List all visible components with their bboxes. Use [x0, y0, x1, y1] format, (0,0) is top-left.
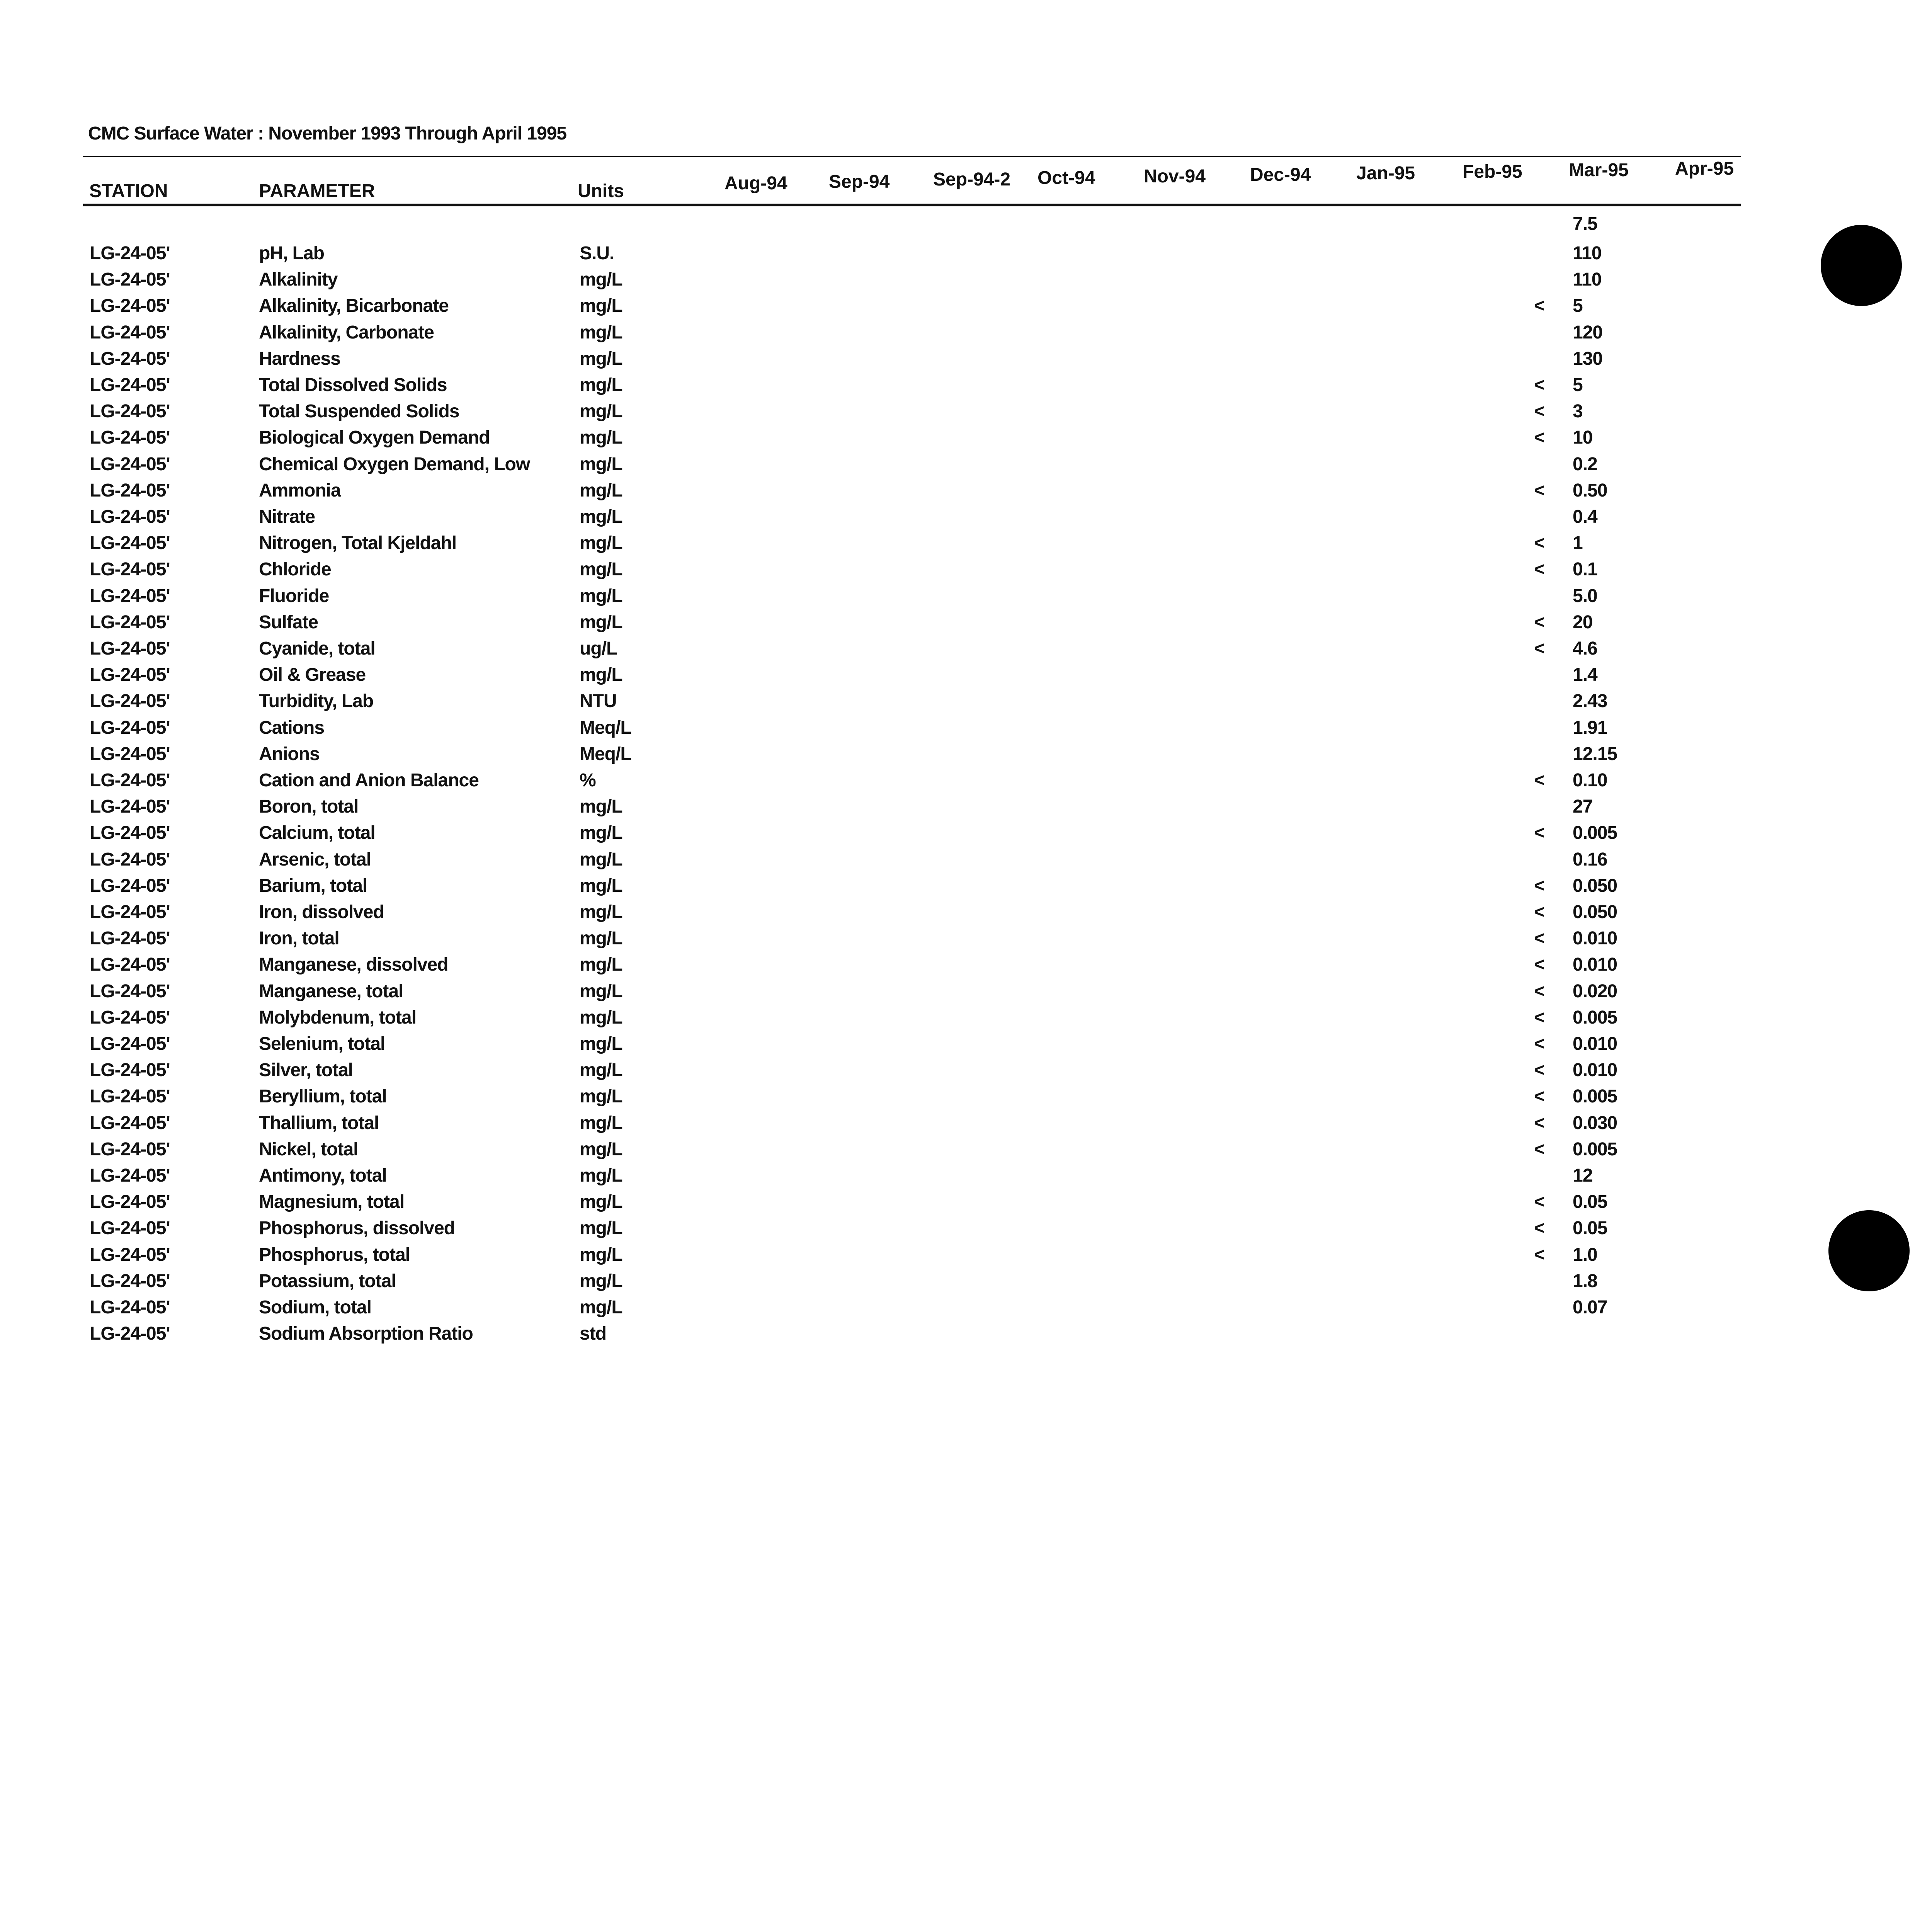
- cell-units: mg/L: [580, 1139, 622, 1160]
- cell-value: 0.50: [1573, 480, 1607, 501]
- cell-station: LG-24-05': [90, 717, 170, 738]
- table-row: [0, 506, 1662, 532]
- cell-station: LG-24-05': [90, 1218, 170, 1239]
- cell-parameter: Alkalinity: [259, 269, 338, 290]
- cell-units: NTU: [580, 691, 617, 712]
- cell-value: 0.005: [1573, 1086, 1617, 1107]
- cell-station: LG-24-05': [90, 1086, 170, 1107]
- cell-station: LG-24-05': [90, 296, 170, 316]
- table-row: [0, 612, 1662, 638]
- binder-hole: [1828, 1210, 1910, 1291]
- cell-value: 5: [1573, 296, 1583, 316]
- cell-qualifier: <: [1534, 296, 1545, 316]
- cell-value: 4.6: [1573, 638, 1597, 659]
- cell-qualifier: <: [1534, 1060, 1545, 1081]
- cell-parameter: Arsenic, total: [259, 849, 371, 870]
- cell-value: 5.0: [1573, 585, 1597, 606]
- cell-units: mg/L: [580, 1165, 622, 1186]
- cell-value: 7.5: [1573, 214, 1597, 234]
- cell-parameter: Molybdenum, total: [259, 1007, 416, 1028]
- cell-station: LG-24-05': [90, 243, 170, 264]
- cell-station: LG-24-05': [90, 401, 170, 422]
- cell-value: 0.1: [1573, 559, 1597, 580]
- cell-station: LG-24-05': [90, 902, 170, 922]
- cell-station: LG-24-05': [90, 796, 170, 817]
- cell-parameter: Calcium, total: [259, 823, 375, 844]
- cell-station: LG-24-05': [90, 743, 170, 764]
- cell-units: mg/L: [580, 1034, 622, 1054]
- cell-units: mg/L: [580, 296, 622, 316]
- cell-units: mg/L: [580, 1112, 622, 1133]
- cell-value: 0.010: [1573, 928, 1617, 949]
- cell-units: mg/L: [580, 981, 622, 1002]
- cell-station: LG-24-05': [90, 559, 170, 580]
- cell-value: 0.10: [1573, 770, 1607, 791]
- table-row: [0, 638, 1662, 664]
- table-row: [0, 1165, 1662, 1191]
- cell-parameter: Alkalinity, Carbonate: [259, 322, 434, 343]
- cell-units: mg/L: [580, 348, 622, 369]
- cell-units: mg/L: [580, 401, 622, 422]
- cell-qualifier: <: [1534, 902, 1545, 922]
- table-row: [0, 322, 1662, 348]
- table-row: [0, 1139, 1662, 1165]
- cell-units: mg/L: [580, 585, 622, 606]
- cell-units: mg/L: [580, 1086, 622, 1107]
- header-month: Oct-94: [1037, 168, 1095, 188]
- cell-value: 3: [1573, 401, 1583, 422]
- cell-units: mg/L: [580, 1007, 622, 1028]
- table-row: [0, 981, 1662, 1007]
- cell-station: LG-24-05': [90, 1007, 170, 1028]
- document-title: CMC Surface Water : November 1993 Through April 1995: [88, 123, 567, 144]
- table-row: [0, 928, 1662, 954]
- cell-value: 110: [1573, 243, 1602, 264]
- cell-value: 0.010: [1573, 954, 1617, 975]
- cell-station: LG-24-05': [90, 875, 170, 896]
- binder-hole: [1821, 225, 1902, 306]
- table-row: [0, 559, 1662, 585]
- cell-parameter: Silver, total: [259, 1060, 353, 1081]
- cell-qualifier: <: [1534, 1139, 1545, 1160]
- cell-parameter: Sodium, total: [259, 1297, 371, 1318]
- cell-units: mg/L: [580, 849, 622, 870]
- cell-qualifier: <: [1534, 1218, 1545, 1239]
- table-row: [0, 348, 1662, 374]
- cell-parameter: Turbidity, Lab: [259, 691, 374, 712]
- cell-qualifier: <: [1534, 1034, 1545, 1054]
- cell-parameter: Fluoride: [259, 585, 329, 606]
- table-row: [0, 1060, 1662, 1086]
- table-row: [0, 690, 1662, 717]
- cell-station: LG-24-05': [90, 638, 170, 659]
- cell-parameter: Chloride: [259, 559, 331, 580]
- cell-station: LG-24-05': [90, 823, 170, 844]
- cell-qualifier: <: [1534, 1007, 1545, 1028]
- cell-units: mg/L: [580, 1297, 622, 1318]
- cell-station: LG-24-05': [90, 665, 170, 685]
- cell-station: LG-24-05': [90, 1297, 170, 1318]
- cell-qualifier: <: [1534, 559, 1545, 580]
- cell-station: LG-24-05': [90, 454, 170, 474]
- table-row: [0, 1244, 1662, 1270]
- cell-station: LG-24-05': [90, 533, 170, 554]
- cell-station: LG-24-05': [90, 770, 170, 791]
- cell-units: mg/L: [580, 1192, 622, 1213]
- cell-parameter: Cyanide, total: [259, 638, 375, 659]
- cell-station: LG-24-05': [90, 849, 170, 870]
- cell-units: mg/L: [580, 480, 622, 501]
- cell-units: Meq/L: [580, 717, 631, 738]
- cell-units: Meq/L: [580, 743, 631, 764]
- cell-value: 110: [1573, 269, 1602, 290]
- cell-station: LG-24-05': [90, 480, 170, 501]
- cell-parameter: Total Suspended Solids: [259, 401, 459, 422]
- cell-parameter: Iron, total: [259, 928, 339, 949]
- cell-units: std: [580, 1323, 606, 1344]
- table-row: [0, 401, 1662, 427]
- cell-station: LG-24-05': [90, 375, 170, 395]
- cell-parameter: Alkalinity, Bicarbonate: [259, 296, 449, 316]
- table-row: [0, 1323, 1662, 1349]
- cell-qualifier: <: [1534, 981, 1545, 1002]
- cell-value: 0.010: [1573, 1060, 1617, 1081]
- header-month: Nov-94: [1144, 166, 1206, 187]
- cell-units: mg/L: [580, 1218, 622, 1239]
- table-row: [0, 954, 1662, 980]
- cell-value: 0.005: [1573, 1139, 1617, 1160]
- table-row: [0, 585, 1662, 612]
- header-month: Aug-94: [724, 173, 787, 194]
- cell-value: 27: [1573, 796, 1593, 817]
- cell-units: mg/L: [580, 612, 622, 633]
- cell-value: 1.91: [1573, 717, 1607, 738]
- cell-qualifier: <: [1534, 823, 1545, 844]
- cell-parameter: Beryllium, total: [259, 1086, 387, 1107]
- table-row: [0, 1297, 1662, 1323]
- table-row: [0, 1112, 1662, 1139]
- table-row: [0, 901, 1662, 928]
- cell-units: mg/L: [580, 427, 622, 448]
- cell-station: LG-24-05': [90, 1192, 170, 1213]
- cell-parameter: Nitrate: [259, 507, 315, 527]
- cell-parameter: Manganese, dissolved: [259, 954, 448, 975]
- cell-value: 5: [1573, 375, 1583, 395]
- cell-parameter: Cation and Anion Balance: [259, 770, 479, 791]
- table-row: [0, 796, 1662, 822]
- table-row: [0, 269, 1662, 295]
- cell-station: LG-24-05': [90, 1139, 170, 1160]
- cell-value: 20: [1573, 612, 1593, 633]
- header-month: Sep-94: [829, 172, 890, 192]
- table-row: [0, 1191, 1662, 1218]
- cell-station: LG-24-05': [90, 507, 170, 527]
- header-parameter: PARAMETER: [259, 181, 375, 201]
- cell-qualifier: <: [1534, 480, 1545, 501]
- cell-qualifier: <: [1534, 875, 1545, 896]
- cell-qualifier: <: [1534, 638, 1545, 659]
- cell-station: LG-24-05': [90, 612, 170, 633]
- cell-parameter: Thallium, total: [259, 1112, 379, 1133]
- cell-value: 0.050: [1573, 875, 1617, 896]
- cell-value: 1.4: [1573, 665, 1597, 685]
- cell-value: 0.16: [1573, 849, 1607, 870]
- cell-station: LG-24-05': [90, 427, 170, 448]
- table-row: [0, 849, 1662, 875]
- cell-qualifier: <: [1534, 928, 1545, 949]
- cell-units: mg/L: [580, 954, 622, 975]
- table-row: [0, 875, 1662, 901]
- cell-qualifier: <: [1534, 954, 1545, 975]
- table-row: [0, 427, 1662, 453]
- cell-parameter: Phosphorus, dissolved: [259, 1218, 455, 1239]
- cell-parameter: Biological Oxygen Demand: [259, 427, 490, 448]
- header-month: Apr-95: [1675, 158, 1734, 179]
- table-row: [0, 822, 1662, 849]
- cell-station: LG-24-05': [90, 1165, 170, 1186]
- cell-parameter: Nitrogen, Total Kjeldahl: [259, 533, 457, 554]
- table-row: [0, 770, 1662, 796]
- cell-station: LG-24-05': [90, 954, 170, 975]
- cell-parameter: Total Dissolved Solids: [259, 375, 447, 395]
- cell-value: 0.005: [1573, 1007, 1617, 1028]
- cell-parameter: Sodium Absorption Ratio: [259, 1323, 473, 1344]
- table-header: [83, 156, 1741, 206]
- header-units: Units: [578, 181, 624, 201]
- cell-parameter: Antimony, total: [259, 1165, 387, 1186]
- cell-value: 120: [1573, 322, 1603, 343]
- cell-parameter: Cations: [259, 717, 325, 738]
- cell-units: mg/L: [580, 454, 622, 474]
- cell-units: mg/L: [580, 1244, 622, 1265]
- table-row: [0, 1086, 1662, 1112]
- cell-parameter: Boron, total: [259, 796, 359, 817]
- cell-station: LG-24-05': [90, 1034, 170, 1054]
- cell-parameter: Phosphorus, total: [259, 1244, 410, 1265]
- table-row: [0, 374, 1662, 401]
- cell-station: LG-24-05': [90, 322, 170, 343]
- cell-qualifier: <: [1534, 1244, 1545, 1265]
- cell-parameter: Selenium, total: [259, 1034, 385, 1054]
- cell-parameter: Sulfate: [259, 612, 318, 633]
- top-value-row: [0, 213, 1662, 240]
- cell-units: mg/L: [580, 507, 622, 527]
- cell-station: LG-24-05': [90, 981, 170, 1002]
- cell-units: mg/L: [580, 902, 622, 922]
- cell-value: 0.050: [1573, 902, 1617, 922]
- cell-qualifier: <: [1534, 1112, 1545, 1133]
- cell-station: LG-24-05': [90, 1060, 170, 1081]
- cell-station: LG-24-05': [90, 928, 170, 949]
- table-row: [0, 1270, 1662, 1297]
- header-month: Feb-95: [1463, 162, 1522, 182]
- table-row: [0, 664, 1662, 690]
- cell-parameter: Anions: [259, 743, 320, 764]
- cell-qualifier: <: [1534, 533, 1545, 554]
- cell-value: 2.43: [1573, 691, 1607, 712]
- table-row: [0, 1218, 1662, 1244]
- cell-parameter: Iron, dissolved: [259, 902, 384, 922]
- table-row: [0, 532, 1662, 559]
- cell-units: %: [580, 770, 596, 791]
- cell-units: mg/L: [580, 1270, 622, 1291]
- cell-station: LG-24-05': [90, 1112, 170, 1133]
- cell-station: LG-24-05': [90, 585, 170, 606]
- cell-parameter: Magnesium, total: [259, 1192, 405, 1213]
- cell-parameter: Oil & Grease: [259, 665, 366, 685]
- cell-qualifier: <: [1534, 770, 1545, 791]
- cell-station: LG-24-05': [90, 269, 170, 290]
- cell-qualifier: <: [1534, 427, 1545, 448]
- cell-units: mg/L: [580, 823, 622, 844]
- cell-value: 1: [1573, 533, 1583, 554]
- cell-parameter: Barium, total: [259, 875, 367, 896]
- cell-value: 10: [1573, 427, 1593, 448]
- cell-units: mg/L: [580, 796, 622, 817]
- header-month: Mar-95: [1569, 160, 1629, 180]
- cell-units: mg/L: [580, 928, 622, 949]
- cell-qualifier: <: [1534, 1192, 1545, 1213]
- cell-station: LG-24-05': [90, 1323, 170, 1344]
- header-station: STATION: [89, 181, 168, 201]
- cell-units: mg/L: [580, 1060, 622, 1081]
- header-month: Sep-94-2: [933, 169, 1011, 190]
- cell-parameter: Potassium, total: [259, 1270, 396, 1291]
- cell-station: LG-24-05': [90, 1270, 170, 1291]
- cell-value: 0.07: [1573, 1297, 1607, 1318]
- cell-parameter: Nickel, total: [259, 1139, 358, 1160]
- cell-value: 12: [1573, 1165, 1593, 1186]
- cell-value: 0.030: [1573, 1112, 1617, 1133]
- cell-value: 0.05: [1573, 1218, 1607, 1239]
- cell-units: mg/L: [580, 665, 622, 685]
- cell-parameter: Chemical Oxygen Demand, Low: [259, 454, 530, 474]
- cell-value: 0.2: [1573, 454, 1597, 474]
- table-row: [0, 717, 1662, 743]
- cell-units: mg/L: [580, 559, 622, 580]
- table-row: [0, 1033, 1662, 1060]
- cell-value: 130: [1573, 348, 1603, 369]
- cell-value: 0.4: [1573, 507, 1597, 527]
- table-row: [0, 243, 1662, 269]
- cell-parameter: pH, Lab: [259, 243, 324, 264]
- cell-parameter: Hardness: [259, 348, 340, 369]
- header-month: Jan-95: [1356, 163, 1415, 184]
- cell-value: 1.8: [1573, 1270, 1597, 1291]
- cell-value: 0.020: [1573, 981, 1617, 1002]
- cell-qualifier: <: [1534, 612, 1545, 633]
- cell-value: 0.05: [1573, 1192, 1607, 1213]
- cell-station: LG-24-05': [90, 348, 170, 369]
- table-row: [0, 1007, 1662, 1033]
- table-row: [0, 480, 1662, 506]
- cell-units: mg/L: [580, 533, 622, 554]
- header-month: Dec-94: [1250, 165, 1311, 185]
- cell-parameter: Ammonia: [259, 480, 341, 501]
- table-row: [0, 454, 1662, 480]
- cell-parameter: Manganese, total: [259, 981, 403, 1002]
- cell-qualifier: <: [1534, 1086, 1545, 1107]
- cell-value: 1.0: [1573, 1244, 1597, 1265]
- cell-units: mg/L: [580, 322, 622, 343]
- cell-units: S.U.: [580, 243, 614, 264]
- cell-value: 0.005: [1573, 823, 1617, 844]
- cell-value: 0.010: [1573, 1034, 1617, 1054]
- cell-units: mg/L: [580, 875, 622, 896]
- cell-qualifier: <: [1534, 401, 1545, 422]
- cell-units: mg/L: [580, 269, 622, 290]
- table-row: [0, 743, 1662, 770]
- cell-qualifier: <: [1534, 375, 1545, 395]
- cell-units: ug/L: [580, 638, 617, 659]
- cell-station: LG-24-05': [90, 1244, 170, 1265]
- table-row: [0, 295, 1662, 321]
- cell-units: mg/L: [580, 375, 622, 395]
- cell-station: LG-24-05': [90, 691, 170, 712]
- cell-value: 12.15: [1573, 743, 1617, 764]
